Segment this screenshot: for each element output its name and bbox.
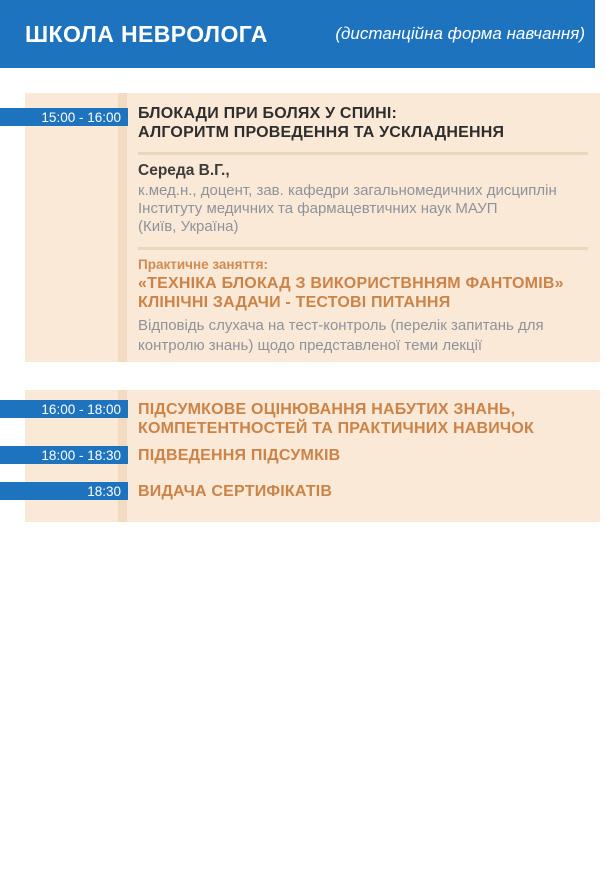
time-badge: 16:00 - 18:00: [0, 400, 128, 418]
time-badge: 18:30: [0, 482, 128, 500]
lecture-title-line2: АЛГОРИТМ ПРОВЕДЕННЯ ТА УСКЛАДНЕННЯ: [138, 123, 505, 141]
time-badge: 15:00 - 16:00: [0, 108, 128, 126]
speaker-credentials: [138, 182, 588, 235]
lecture-title: [138, 105, 588, 142]
schedule-item-title: [138, 482, 588, 501]
practical-description-line1: Відповідь слухача на тест-контроль (перелік запитань для: [138, 317, 544, 335]
practical-title-line1: «ТЕХНІКА БЛОКАД З ВИКОРИСТВННЯМ ФАНТОМІВ»: [138, 275, 564, 293]
practical-session-label: Практичне заняття:: [138, 257, 269, 273]
divider: [138, 152, 588, 155]
schedule-item-title-line1: ПІДСУМКОВЕ ОЦІНЮВАННЯ НАБУТИХ ЗНАНЬ,: [138, 401, 516, 418]
practical-session-title: [138, 275, 588, 312]
header-bar: [0, 0, 595, 68]
schedule-item-title-line2: КОМПЕТЕНТНОСТЕЙ ТА ПРАКТИЧНИХ НАВИЧОК: [138, 420, 534, 437]
divider: [138, 247, 588, 250]
page-subtitle: (дистанційна форма навчання): [335, 24, 585, 43]
session-content: [138, 93, 588, 356]
schedule-row: [25, 446, 588, 465]
session-block-lecture: [25, 93, 600, 362]
schedule-item-title-line1: ПІДВЕДЕННЯ ПІДСУМКІВ: [138, 447, 341, 464]
speaker-credentials-line2: Інституту медичних та фармацевтичних наук МАУП: [138, 199, 498, 217]
column-divider-stripe: [118, 93, 127, 362]
schedule-row: [25, 400, 588, 438]
schedule-item-title: [138, 446, 588, 465]
schedule-item-title: [138, 400, 588, 438]
schedule-row: [25, 482, 588, 501]
time-badge: 18:00 - 18:30: [0, 446, 128, 464]
speaker-credentials-line1: к.мед.н., доцент, зав. кафедри загальномедичних дисциплін: [138, 182, 557, 199]
schedule-item-title-line1: ВИДАЧА СЕРТИФІКАТІВ: [138, 483, 333, 500]
practical-title-line2: КЛІНІЧНІ ЗАДАЧИ - ТЕСТОВІ ПИТАННЯ: [138, 293, 451, 311]
page-title: ШКОЛА НЕВРОЛОГА: [25, 20, 268, 47]
session-block-closing: [25, 390, 600, 522]
practical-session-description: [138, 316, 588, 356]
speaker-credentials-line3: (Київ, Україна): [138, 217, 239, 235]
practical-description-line2: контролю знань) щодо представленої теми лекції: [138, 337, 483, 355]
speaker-name: Середа В.Г.,: [138, 162, 230, 179]
lecture-title-line1: БЛОКАДИ ПРИ БОЛЯХ У СПИНІ:: [138, 105, 398, 122]
